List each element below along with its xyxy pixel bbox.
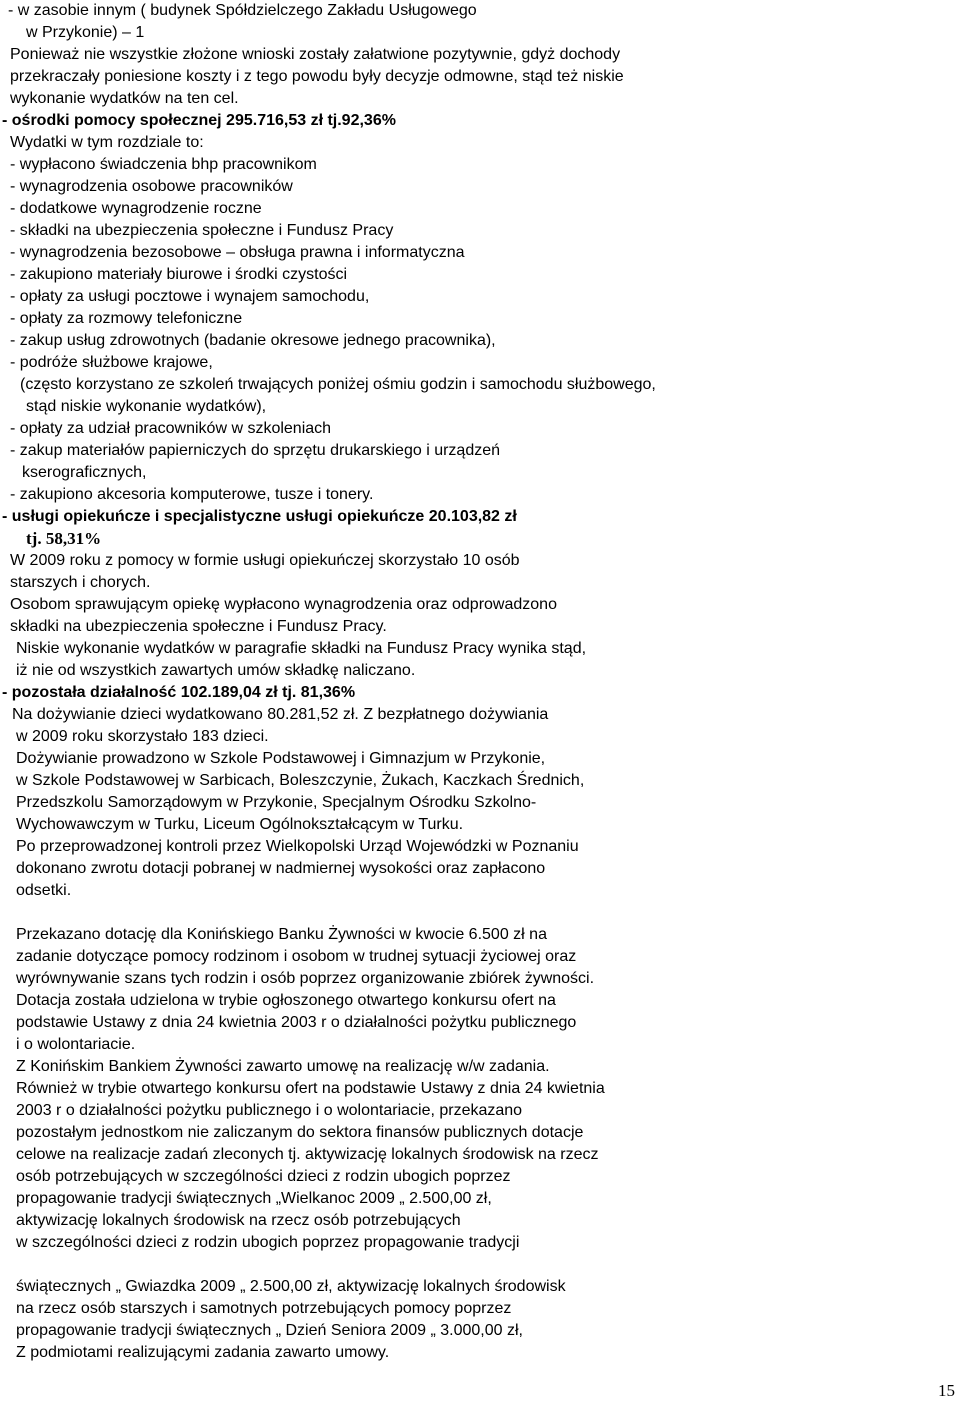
text-line: celowe na realizacje zadań zleconych tj. aktywizację lokalnych środowisk na rzecz bbox=[16, 1146, 599, 1163]
text-line: Niskie wykonanie wydatków w paragrafie składki na Fundusz Pracy wynika stąd, bbox=[16, 640, 587, 657]
text-line: Z podmiotami realizującymi zadania zawarto umowy. bbox=[16, 1344, 390, 1361]
text-line: Na dożywianie dzieci wydatkowano 80.281,52 zł. Z bezpłatnego dożywiania bbox=[12, 706, 549, 723]
list-item: - zakupiono materiały biurowe i środki czystości bbox=[10, 266, 348, 283]
text-line: Również w trybie otwartego konkursu ofert na podstawie Ustawy z dnia 24 kwietnia bbox=[16, 1080, 605, 1097]
list-item: - opłaty za udział pracowników w szkoleniach bbox=[10, 420, 332, 437]
page-number: 15 bbox=[938, 1381, 955, 1400]
text-line: stąd niskie wykonanie wydatków), bbox=[26, 398, 267, 415]
list-item: - podróże służbowe krajowe, bbox=[10, 354, 213, 371]
text-line: propagowanie tradycji świątecznych „Wielkanoc 2009 „ 2.500,00 zł, bbox=[16, 1190, 492, 1207]
list-item: - wypłacono świadczenia bhp pracownikom bbox=[10, 156, 317, 173]
text-line: - w zasobie innym ( budynek Spółdzielczego Zakładu Usługowego bbox=[8, 2, 477, 19]
text-line: Wydatki w tym rozdziale to: bbox=[10, 134, 204, 151]
text-line: pozostałym jednostkom nie zaliczanym do sektora finansów publicznych dotacje bbox=[16, 1124, 584, 1141]
text-line: Przedszkolu Samorządowym w Przykonie, Specjalnym Ośrodku Szkolno- bbox=[16, 794, 537, 811]
text-line: iż nie od wszystkich zawartych umów składkę naliczano. bbox=[16, 662, 416, 679]
text-line: Wychowawczym w Turku, Liceum Ogólnokształcącym w Turku. bbox=[16, 816, 464, 833]
text-line: osób potrzebujących w szczególności dzieci z rodzin ubogich poprzez bbox=[16, 1168, 511, 1185]
section-heading-percent: tj. 58,31% bbox=[26, 529, 102, 548]
list-item: - opłaty za usługi pocztowe i wynajem samochodu, bbox=[10, 288, 370, 305]
text-line: W 2009 roku z pomocy w formie usługi opiekuńczej skorzystało 10 osób bbox=[10, 552, 520, 569]
text-line: na rzecz osób starszych i samotnych potrzebujących pomocy poprzez bbox=[16, 1300, 512, 1317]
list-item: - zakup usług zdrowotnych (badanie okresowe jednego pracownika), bbox=[10, 332, 496, 349]
text-line: Osobom sprawującym opiekę wypłacono wynagrodzenia oraz odprowadzono bbox=[10, 596, 557, 613]
list-item: - wynagrodzenia bezosobowe – obsługa prawna i informatyczna bbox=[10, 244, 465, 261]
text-line: Z Konińskim Bankiem Żywności zawarto umowę na realizację w/w zadania. bbox=[16, 1058, 550, 1075]
text-line: starszych i chorych. bbox=[10, 574, 151, 591]
text-line: propagowanie tradycji świątecznych „ Dzień Seniora 2009 „ 3.000,00 zł, bbox=[16, 1322, 523, 1339]
text-line: Dotacja została udzielona w trybie ogłoszonego otwartego konkursu ofert na bbox=[16, 992, 556, 1009]
text-line: Przekazano dotację dla Konińskiego Banku Żywności w kwocie 6.500 zł na bbox=[16, 926, 547, 943]
list-item: - zakup materiałów papierniczych do sprzętu drukarskiego i urządzeń bbox=[10, 442, 501, 459]
text-line: w 2009 roku skorzystało 183 dzieci. bbox=[16, 728, 269, 745]
text-line: przekraczały poniesione koszty i z tego powodu były decyzje odmowne, stąd też niskie bbox=[10, 68, 624, 85]
text-line: 2003 r o działalności pożytku publicznego i o wolontariacie, przekazano bbox=[16, 1102, 523, 1119]
text-line: składki na ubezpieczenia społeczne i Fundusz Pracy. bbox=[10, 618, 387, 635]
section-heading: - pozostała działalność 102.189,04 zł tj. 81,36% bbox=[2, 684, 356, 701]
text-line: dokonano zwrotu dotacji pobranej w nadmiernej wysokości oraz zapłacono bbox=[16, 860, 546, 877]
text-line: Dożywianie prowadzono w Szkole Podstawowej i Gimnazjum w Przykonie, bbox=[16, 750, 546, 767]
text-line: w szczególności dzieci z rodzin ubogich poprzez propagowanie tradycji bbox=[16, 1234, 520, 1251]
list-item: - wynagrodzenia osobowe pracowników bbox=[10, 178, 293, 195]
text-line: Ponieważ nie wszystkie złożone wnioski zostały załatwione pozytywnie, gdyż dochody bbox=[10, 46, 621, 63]
text-line: w Przykonie) – 1 bbox=[26, 24, 145, 41]
text-line: świątecznych „ Gwiazdka 2009 „ 2.500,00 zł, aktywizację lokalnych środowisk bbox=[16, 1278, 566, 1295]
text-line: aktywizację lokalnych środowisk na rzecz osób potrzebujących bbox=[16, 1212, 461, 1229]
list-item: - zakupiono akcesoria komputerowe, tusze i tonery. bbox=[10, 486, 374, 503]
text-line: kserograficznych, bbox=[22, 464, 147, 481]
text-line: zadanie dotyczące pomocy rodzinom i osobom w trudnej sytuacji życiowej oraz bbox=[16, 948, 577, 965]
text-line: i o wolontariacie. bbox=[16, 1036, 136, 1053]
list-item: - opłaty za rozmowy telefoniczne bbox=[10, 310, 243, 327]
text-line: podstawie Ustawy z dnia 24 kwietnia 2003 r o działalności pożytku publicznego bbox=[16, 1014, 577, 1031]
text-line: wykonanie wydatków na ten cel. bbox=[10, 90, 239, 107]
text-line: wyrównywanie szans tych rodzin i osób poprzez organizowanie zbiórek żywności. bbox=[16, 970, 595, 987]
section-heading: - ośrodki pomocy społecznej 295.716,53 zł tj.92,36% bbox=[2, 112, 396, 129]
text-line: Po przeprowadzonej kontroli przez Wielkopolski Urząd Wojewódzki w Poznaniu bbox=[16, 838, 579, 855]
text-line: (często korzystano ze szkoleń trwających poniżej ośmiu godzin i samochodu służbowego, bbox=[20, 376, 656, 393]
section-heading: - usługi opiekuńcze i specjalistyczne usługi opiekuńcze 20.103,82 zł bbox=[2, 508, 517, 525]
text-line: w Szkole Podstawowej w Sarbicach, Boleszczynie, Żukach, Kaczkach Średnich, bbox=[16, 772, 585, 789]
list-item: - dodatkowe wynagrodzenie roczne bbox=[10, 200, 262, 217]
list-item: - składki na ubezpieczenia społeczne i Fundusz Pracy bbox=[10, 222, 394, 239]
text-line: odsetki. bbox=[16, 882, 72, 899]
